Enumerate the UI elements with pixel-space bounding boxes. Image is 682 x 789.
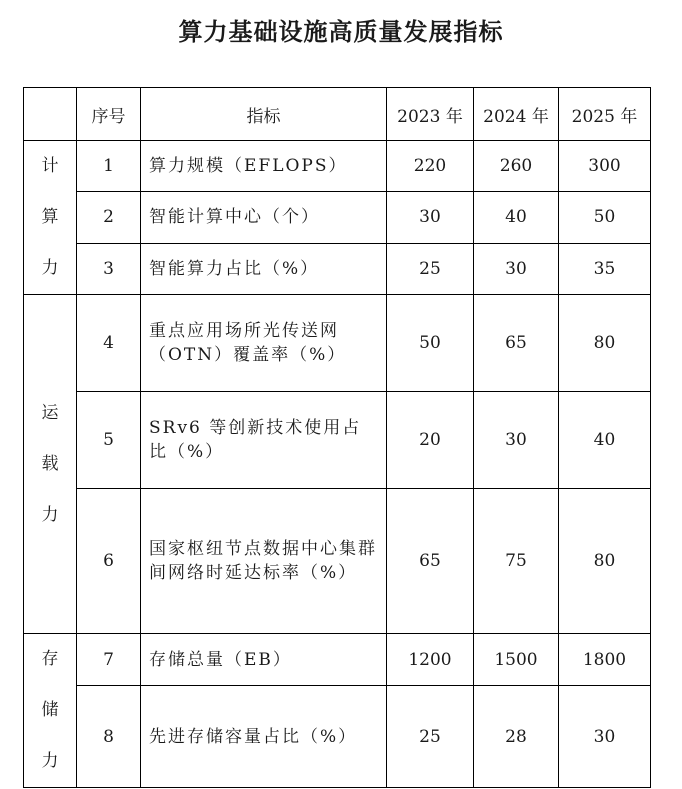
value-2025: 40 [559,392,651,489]
value-2025: 50 [559,192,651,243]
group-label-transport: 运 载 力 [24,295,77,634]
value-2024: 1500 [474,634,559,686]
table-row [24,243,651,294]
value-2024: 30 [474,392,559,489]
group-label-computing: 计 算 力 [24,141,77,295]
row-number: 7 [77,634,141,686]
value-2023: 1200 [387,634,474,686]
value-2023: 20 [387,392,474,489]
table-row [24,686,651,788]
header-2023: 2023 年 [387,88,474,141]
header-category [24,88,77,141]
row-indicator: 先进存储容量占比（%） [141,686,387,788]
row-number: 2 [77,192,141,243]
table-row [24,141,651,192]
row-number: 4 [77,295,141,392]
value-2025: 80 [559,489,651,634]
value-2024: 75 [474,489,559,634]
table-header-row [24,88,651,141]
value-2024: 260 [474,141,559,192]
indicator-table [23,87,651,788]
value-2024: 65 [474,295,559,392]
row-number: 5 [77,392,141,489]
value-2023: 65 [387,489,474,634]
row-indicator: 国家枢纽节点数据中心集群间网络时延达标率（%） [141,489,387,634]
value-2024: 40 [474,192,559,243]
value-2023: 220 [387,141,474,192]
header-2024: 2024 年 [474,88,559,141]
group-label-storage: 存 储 力 [24,634,77,788]
page-title: 算力基础设施高质量发展指标 [178,18,504,46]
value-2025: 30 [559,686,651,788]
table-row [24,192,651,243]
value-2023: 50 [387,295,474,392]
table-row [24,489,651,634]
header-2025: 2025 年 [559,88,651,141]
table-row [24,392,651,489]
table-row [24,295,651,392]
row-indicator: 重点应用场所光传送网（OTN）覆盖率（%） [141,295,387,392]
value-2025: 35 [559,243,651,294]
row-indicator: 智能计算中心（个） [141,192,387,243]
value-2023: 25 [387,686,474,788]
header-indicator: 指标 [141,88,387,141]
row-indicator: 存储总量（EB） [141,634,387,686]
value-2025: 80 [559,295,651,392]
row-indicator: SRv6 等创新技术使用占比（%） [141,392,387,489]
row-number: 6 [77,489,141,634]
row-number: 8 [77,686,141,788]
value-2025: 300 [559,141,651,192]
value-2023: 25 [387,243,474,294]
row-indicator: 算力规模（EFLOPS） [141,141,387,192]
header-serial: 序号 [77,88,141,141]
value-2024: 28 [474,686,559,788]
value-2023: 30 [387,192,474,243]
row-number: 1 [77,141,141,192]
table-row [24,634,651,686]
value-2024: 30 [474,243,559,294]
value-2025: 1800 [559,634,651,686]
row-indicator: 智能算力占比（%） [141,243,387,294]
row-number: 3 [77,243,141,294]
